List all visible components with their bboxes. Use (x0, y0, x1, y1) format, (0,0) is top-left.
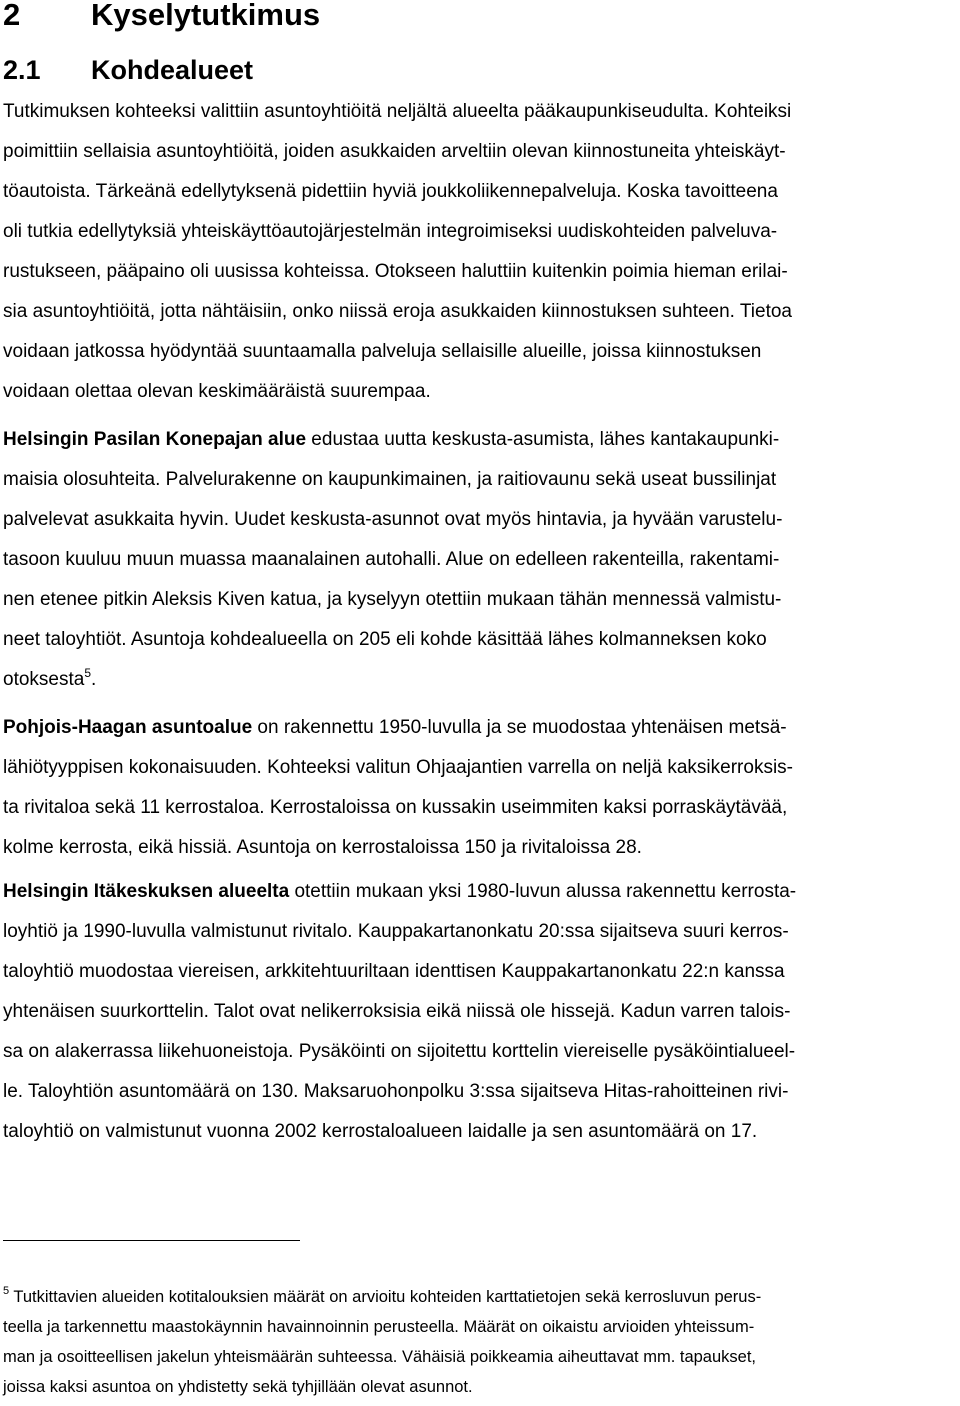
chapter-heading (3, 0, 320, 34)
footnote-line: man ja osoitteellisen jakelun yhteismäärän suhteessa. Vähäisiä poikkeamia aiheuttavat mm. tapaukset, (3, 1348, 756, 1366)
paragraph-text: edustaa uutta keskusta-asumista, lähes kantakaupunki- (306, 429, 780, 450)
paragraph-target-selection (3, 92, 958, 412)
paragraph-pasila (3, 420, 958, 700)
paragraph-line: tasoon kuuluu muun muassa maanalainen autohalli. Alue on edelleen rakenteilla, rakentami- (3, 549, 780, 570)
paragraph-text: on rakennettu 1950-luvulla ja se muodostaa yhtenäisen metsä- (252, 717, 787, 738)
paragraph-line (3, 872, 958, 912)
footnote-line: teella ja tarkennettu maastokäynnin havainnoinnin perusteella. Määrät on oikaistu arvioiden yhteissum- (3, 1318, 755, 1336)
area-name-bold: Pohjois-Haagan asuntoalue (3, 717, 253, 738)
paragraph-line: loyhtiö ja 1990-luvulla valmistunut rivitalo. Kauppakartanonkatu 20:ssa sijaitseva suuri kerros- (3, 921, 789, 942)
paragraph-line: nen etenee pitkin Aleksis Kiven katua, ja kyselyyn otettiin mukaan tähän mennessä valmistu- (3, 589, 782, 610)
paragraph-line (3, 708, 958, 748)
paragraph-line: rustukseen, pääpaino oli uusissa kohteissa. Otokseen haluttiin kuitenkin poimia hieman erilai- (3, 261, 788, 282)
paragraph-line: neet taloyhtiöt. Asuntoja kohdealueella on 205 eli kohde käsittää lähes kolmanneksen koko (3, 629, 767, 650)
footnote-separator (3, 1240, 300, 1241)
paragraph-line: palvelevat asukkaita hyvin. Uudet keskusta-asunnot ovat myös hintavia, ja hyvään varustelu- (3, 509, 783, 530)
footnote-marker: 5 (3, 1285, 10, 1297)
paragraph-line: maisia olosuhteita. Palvelurakenne on kaupunkimainen, ja raitiovaunu sekä useat bussilinjat (3, 469, 777, 490)
paragraph-line: sia asuntoyhtiöitä, jotta nähtäisiin, onko niissä eroja asukkaiden kiinnostuksen suhteen. Tietoa (3, 301, 792, 322)
paragraph-line (3, 660, 958, 700)
paragraph-line: töautoista. Tärkeänä edellytyksenä pidettiin hyviä joukkoliikennepalveluja. Koska tavoitteena (3, 181, 778, 202)
paragraph-line: poimittiin sellaisia asuntoyhtiöitä, joiden asukkaiden arveltiin olevan kiinnostuneita yhteiskäyt- (3, 141, 786, 162)
chapter-number: 2 (3, 0, 21, 32)
paragraph-line: kolme kerrosta, eikä hissiä. Asuntoja on kerrostaloissa 150 ja rivitaloissa 28. (3, 837, 642, 858)
paragraph-text: otettiin mukaan yksi 1980-luvun alussa rakennettu kerrosta- (289, 881, 797, 902)
paragraph-text: otoksesta (3, 669, 85, 690)
footnote-text: Tutkittavien alueiden kotitalouksien määrät on arvioitu kohteiden karttatietojen sekä kerrosluvun perus- (9, 1288, 762, 1306)
footnote (3, 1282, 958, 1402)
footnote-reference[interactable]: 5 (84, 666, 92, 680)
paragraph-pohjois-haaga (3, 708, 958, 868)
section-title: Kohdealueet (91, 55, 254, 85)
paragraph-line (3, 420, 958, 460)
section-heading (3, 52, 253, 88)
paragraph-line: lähiötyyppisen kokonaisuuden. Kohteeksi valitun Ohjaajantien varrella on neljä kaksikerroksis- (3, 757, 793, 778)
area-name-bold: Helsingin Pasilan Konepajan alue (3, 429, 307, 450)
paragraph-line: Tutkimuksen kohteeksi valittiin asuntoyhtiöitä neljältä alueelta pääkaupunkiseudulta. Kohteiksi (3, 101, 792, 122)
paragraph-line: ta rivitaloa sekä 11 kerrostaloa. Kerrostaloissa on kussakin useimmiten kaksi porraskäytävää, (3, 797, 788, 818)
chapter-title: Kyselytutkimus (91, 0, 321, 32)
paragraph-line: taloyhtiö on valmistunut vuonna 2002 kerrostaloalueen laidalle ja sen asuntomäärä on 17. (3, 1121, 758, 1142)
paragraph-line: yhtenäisen suurkorttelin. Talot ovat nelikerroksisia eikä niissä ole hissejä. Kadun varren talois- (3, 1001, 791, 1022)
paragraph-line: voidaan jatkossa hyödyntää suuntaamalla palveluja sellaisille alueille, joissa kiinnostuksen (3, 341, 762, 362)
footnote-line: joissa kaksi asuntoa on yhdistetty sekä tyhjillään olevat asunnot. (3, 1378, 473, 1396)
paragraph-line: oli tutkia edellytyksiä yhteiskäyttöautojärjestelmän integroimiseksi uudiskohteiden palveluva- (3, 221, 778, 242)
paragraph-line: sa on alakerrassa liikehuoneistoja. Pysäköinti on sijoitettu korttelin viereiselle pysäköintialueel- (3, 1041, 796, 1062)
paragraph-line: voidaan olettaa olevan keskimääräistä suurempaa. (3, 381, 431, 402)
area-name-bold: Helsingin Itäkeskuksen alueelta (3, 881, 290, 902)
paragraph-text: . (91, 669, 97, 690)
paragraph-line: taloyhtiö muodostaa viereisen, arkkitehtuuriltaan identtisen Kauppakartanonkatu 22:n kanssa (3, 961, 785, 982)
paragraph-line: le. Taloyhtiön asuntomäärä on 130. Maksaruohonpolku 3:ssa sijaitseva Hitas-rahoitteinen rivi- (3, 1081, 789, 1102)
paragraph-itakeskus (3, 872, 958, 1152)
footnote-line (3, 1282, 958, 1312)
section-number: 2.1 (3, 55, 41, 85)
